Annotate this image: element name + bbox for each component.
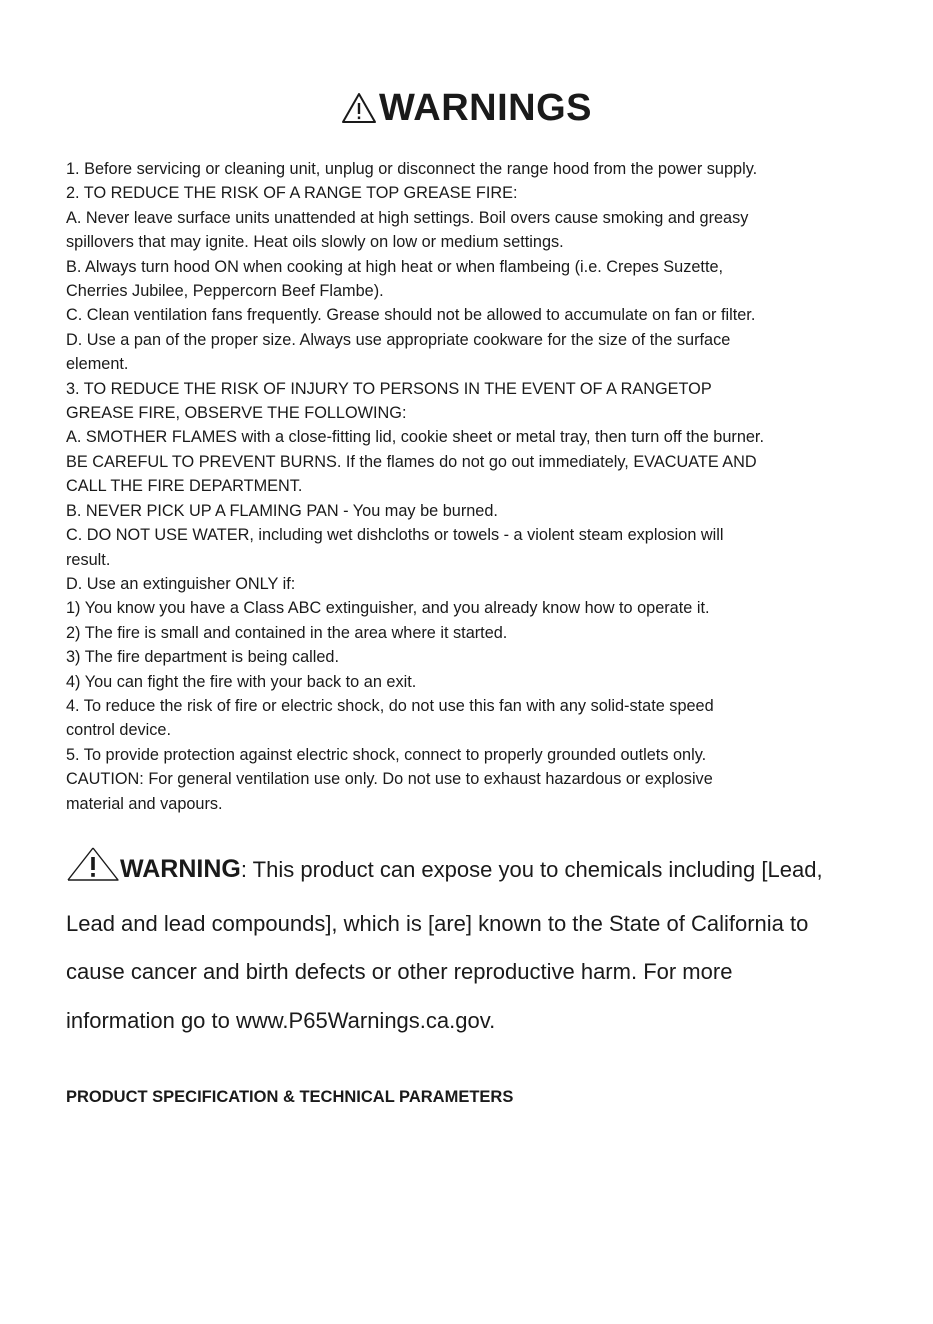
prop65-line: Lead and lead compounds], which is [are] known to the State of California to — [66, 910, 809, 936]
warning-line: Cherries Jubilee, Peppercorn Beef Flambe). — [66, 282, 384, 301]
warning-line: spillovers that may ignite. Heat oils slowly on low or medium settings. — [66, 233, 564, 252]
warning-line: 3. TO REDUCE THE RISK OF INJURY TO PERSONS IN THE EVENT OF A RANGETOP — [66, 379, 712, 398]
prop65-first-line — [62, 845, 882, 900]
prop65-first-line-text: This product can expose you to chemicals including [Lead, — [246, 857, 823, 882]
warning-line: 1) You know you have a Class ABC extinguisher, and you already know how to operate it. — [66, 599, 710, 618]
prop65-warning — [62, 845, 882, 1045]
prop65-label: WARNING — [120, 855, 241, 883]
warning-line: 4. To reduce the risk of fire or electric shock, do not use this fan with any solid-state speed — [66, 696, 714, 715]
page-title-text: WARNINGS — [379, 87, 592, 129]
warning-line: 1. Before servicing or cleaning unit, unplug or disconnect the range hood from the power supply. — [66, 160, 758, 178]
warning-line: 5. To provide protection against electric shock, connect to properly grounded outlets only. — [66, 745, 707, 764]
warning-line: 3) The fire department is being called. — [66, 648, 340, 667]
prop65-colon: : — [240, 857, 247, 882]
prop65-line: information go to www.P65Warnings.ca.gov. — [66, 1007, 496, 1033]
warning-line: CAUTION: For general ventilation use only. Do not use to exhaust hazardous or explosive — [66, 770, 713, 789]
warning-line: B. Always turn hood ON when cooking at high heat or when flambeing (i.e. Crepes Suzette, — [66, 257, 724, 276]
warning-line: control device. — [66, 721, 171, 740]
spec-heading: PRODUCT SPECIFICATION & TECHNICAL PARAMETERS — [66, 1088, 514, 1106]
warning-triangle-icon — [66, 846, 120, 900]
warning-line: element. — [66, 355, 129, 374]
prop65-line: cause cancer and birth defects or other reproductive harm. For more — [66, 959, 733, 984]
warning-line: material and vapours. — [66, 794, 223, 813]
warnings-list — [66, 157, 876, 816]
warning-line: GREASE FIRE, OBSERVE THE FOLLOWING: — [66, 404, 407, 423]
warning-line: D. Use a pan of the proper size. Always use appropriate cookware for the size of the surface — [66, 330, 731, 349]
warning-triangle-icon — [341, 90, 377, 134]
warning-line: B. NEVER PICK UP A FLAMING PAN - You may be burned. — [66, 501, 498, 520]
warning-line: C. DO NOT USE WATER, including wet dishcloths or towels - a violent steam explosion will — [66, 526, 724, 545]
warning-line: result. — [66, 550, 111, 569]
warning-line: A. SMOTHER FLAMES with a close-fitting lid, cookie sheet or metal tray, then turn off the burner. — [66, 428, 764, 447]
warning-line: BE CAREFUL TO PREVENT BURNS. If the flames do not go out immediately, EVACUATE AND — [66, 452, 757, 471]
page-title — [0, 86, 933, 134]
warning-line: A. Never leave surface units unattended at high settings. Boil overs cause smoking and greasy — [66, 208, 749, 227]
warning-line: 4) You can fight the fire with your back to an exit. — [66, 672, 417, 691]
warning-line: CALL THE FIRE DEPARTMENT. — [66, 477, 303, 496]
warning-line: 2. TO REDUCE THE RISK OF A RANGE TOP GREASE FIRE: — [66, 184, 518, 203]
warning-line: C. Clean ventilation fans frequently. Grease should not be allowed to accumulate on fan or filter. — [66, 306, 756, 325]
warning-line: 2) The fire is small and contained in the area where it started. — [66, 623, 508, 642]
warning-line: D. Use an extinguisher ONLY if: — [66, 574, 296, 593]
